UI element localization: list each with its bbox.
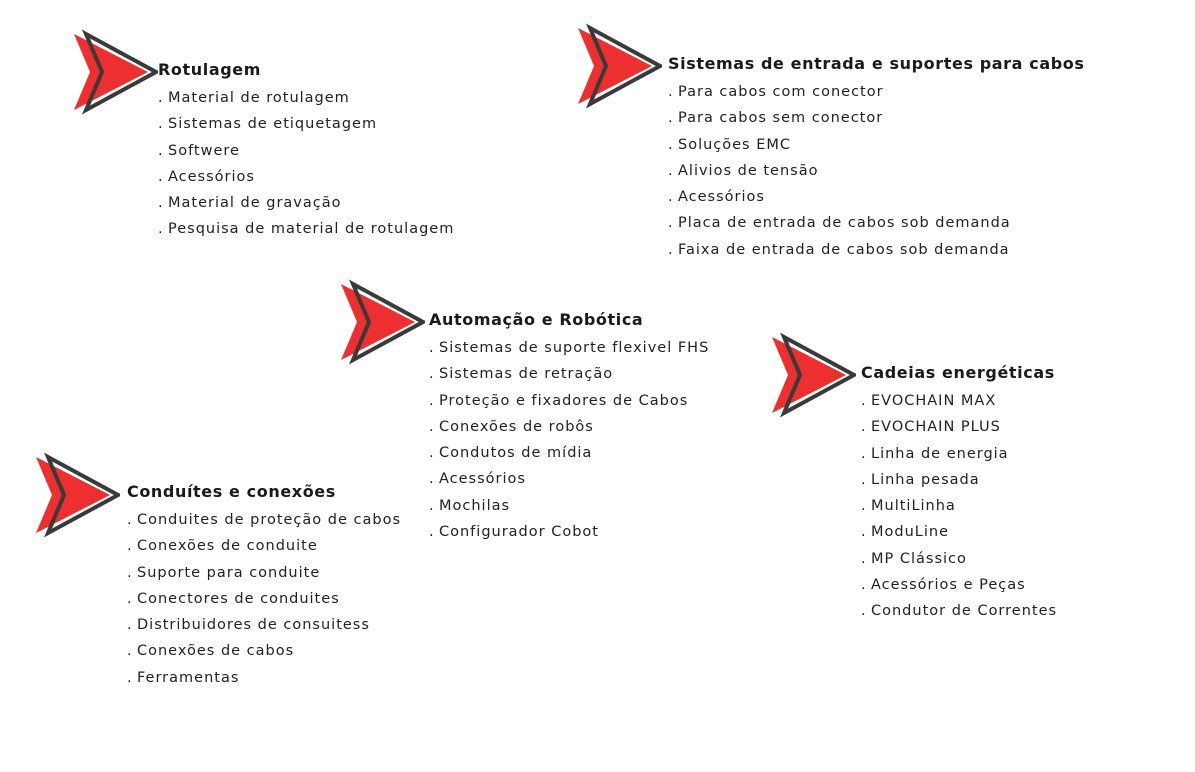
list-item-label: Placa de entrada de cabos sob demanda [678, 215, 1011, 232]
list-item-label: Sistemas de retração [439, 366, 614, 383]
list-item [429, 519, 709, 545]
list-item [861, 546, 1057, 572]
category-cadeias [861, 363, 1057, 625]
category-sistemas-entrada [668, 54, 1085, 263]
list-item [429, 466, 709, 492]
bullet-dot: . [429, 340, 435, 356]
list-item [668, 158, 1085, 184]
item-list [127, 507, 401, 691]
bullet-dot: . [668, 136, 674, 153]
list-item-label: Material de rotulagem [168, 90, 350, 106]
category-automacao [429, 310, 709, 545]
list-item-label: Condutor de Correntes [871, 603, 1058, 620]
list-item [861, 441, 1057, 467]
list-item [429, 493, 709, 519]
list-item [127, 533, 401, 559]
bullet-dot: . [668, 162, 674, 179]
list-item-label: Conexões de conduite [137, 538, 318, 555]
bullet-dot: . [127, 538, 133, 555]
item-list [861, 388, 1057, 625]
bullet-dot: . [861, 498, 867, 515]
category-title: Rotulagem [158, 60, 262, 79]
list-item [429, 361, 709, 387]
list-item [127, 638, 401, 664]
bullet-dot: . [668, 241, 674, 258]
bullet-dot: . [861, 550, 867, 567]
bullet-dot: . [861, 577, 867, 594]
list-item-label: Conexões de cabos [137, 643, 295, 660]
list-item [158, 164, 454, 190]
list-item [158, 111, 454, 137]
list-item [668, 132, 1085, 158]
chevron-arrow-icon [70, 28, 158, 116]
bullet-dot: . [429, 418, 435, 435]
list-item [861, 467, 1057, 493]
item-list [429, 335, 709, 545]
list-item [861, 519, 1057, 545]
list-item-label: Acessórios [168, 168, 255, 185]
list-item [861, 388, 1057, 414]
bullet-dot: . [668, 84, 674, 100]
list-item-label: Conexões de robôs [439, 418, 594, 435]
chevron-arrow-icon [337, 278, 425, 366]
list-item-label: Pesquisa de material de rotulagem [168, 221, 455, 238]
bullet-dot: . [668, 110, 674, 127]
item-list [668, 79, 1085, 263]
bullet-dot: . [429, 392, 435, 409]
list-item [668, 79, 1085, 105]
list-item [861, 572, 1057, 598]
category-conduites [127, 482, 401, 691]
list-item-label: Conectores de conduites [137, 590, 340, 607]
list-item-label: Distribuidores de consuitess [137, 617, 370, 634]
bullet-dot: . [861, 603, 867, 620]
category-title: Automação e Robótica [429, 310, 644, 329]
list-item-label: Acessórios [678, 189, 765, 206]
bullet-dot: . [158, 168, 164, 185]
list-item-label: Suporte para conduite [137, 564, 321, 581]
bullet-dot: . [158, 221, 164, 238]
chevron-arrow-icon [32, 451, 120, 539]
list-item-label: ModuLine [871, 524, 949, 541]
list-item [158, 138, 454, 164]
list-item [429, 388, 709, 414]
list-item [127, 612, 401, 638]
list-item [429, 335, 709, 361]
list-item-label: EVOCHAIN PLUS [871, 419, 1001, 436]
bullet-dot: . [429, 497, 435, 514]
list-item [158, 85, 454, 111]
list-item-label: Ferramentas [137, 669, 240, 686]
bullet-dot: . [127, 643, 133, 660]
list-item-label: Conduites de proteção de cabos [137, 512, 401, 528]
bullet-dot: . [861, 419, 867, 436]
list-item [668, 105, 1085, 131]
list-item [668, 237, 1085, 263]
item-list [158, 85, 454, 243]
list-item-label: Linha de energia [871, 445, 1009, 462]
bullet-dot: . [861, 445, 867, 462]
bullet-dot: . [861, 524, 867, 541]
list-item-label: Mochilas [439, 497, 511, 514]
list-item [127, 507, 401, 533]
list-item-label: Softwere [168, 142, 240, 159]
list-item-label: Configurador Cobot [439, 524, 599, 541]
list-item-label: Sistemas de suporte flexivel FHS [439, 340, 710, 356]
bullet-dot: . [127, 617, 133, 634]
bullet-dot: . [429, 445, 435, 462]
category-title: Conduítes e conexões [127, 482, 336, 501]
list-item-label: Material de gravação [168, 195, 342, 212]
list-item [861, 598, 1057, 624]
category-title: Cadeias energéticas [861, 363, 1055, 382]
bullet-dot: . [158, 116, 164, 133]
bullet-dot: . [158, 195, 164, 212]
category-rotulagem [158, 60, 454, 243]
list-item-label: Condutos de mídia [439, 445, 593, 462]
list-item [429, 414, 709, 440]
chevron-arrow-icon [574, 22, 662, 110]
list-item-label: EVOCHAIN MAX [871, 393, 997, 409]
list-item [668, 210, 1085, 236]
list-item-label: Faixa de entrada de cabos sob demanda [678, 241, 1010, 258]
bullet-dot: . [429, 366, 435, 383]
bullet-dot: . [668, 189, 674, 206]
bullet-dot: . [861, 471, 867, 488]
list-item-label: MultiLinha [871, 498, 956, 515]
bullet-dot: . [127, 564, 133, 581]
list-item [127, 560, 401, 586]
list-item-label: Soluções EMC [678, 136, 792, 153]
list-item-label: Para cabos sem conector [678, 110, 884, 127]
bullet-dot: . [861, 393, 867, 409]
list-item-label: MP Clássico [871, 550, 967, 567]
list-item-label: Alivios de tensão [678, 162, 819, 179]
category-title: Sistemas de entrada e suportes para cabos [668, 54, 1085, 73]
list-item-label: Sistemas de etiquetagem [168, 116, 378, 133]
list-item [158, 190, 454, 216]
list-item [127, 665, 401, 691]
list-item-label: Acessórios e Peças [871, 577, 1026, 594]
bullet-dot: . [127, 512, 133, 528]
list-item-label: Proteção e fixadores de Cabos [439, 392, 689, 409]
bullet-dot: . [127, 669, 133, 686]
list-item [158, 216, 454, 242]
list-item [861, 493, 1057, 519]
bullet-dot: . [429, 524, 435, 541]
list-item [861, 414, 1057, 440]
bullet-dot: . [158, 90, 164, 106]
bullet-dot: . [127, 590, 133, 607]
list-item-label: Linha pesada [871, 471, 980, 488]
list-item [127, 586, 401, 612]
bullet-dot: . [158, 142, 164, 159]
list-item-label: Para cabos com conector [678, 84, 884, 100]
bullet-dot: . [668, 215, 674, 232]
bullet-dot: . [429, 471, 435, 488]
chevron-arrow-icon [768, 331, 856, 419]
list-item-label: Acessórios [439, 471, 526, 488]
list-item [668, 184, 1085, 210]
list-item [429, 440, 709, 466]
